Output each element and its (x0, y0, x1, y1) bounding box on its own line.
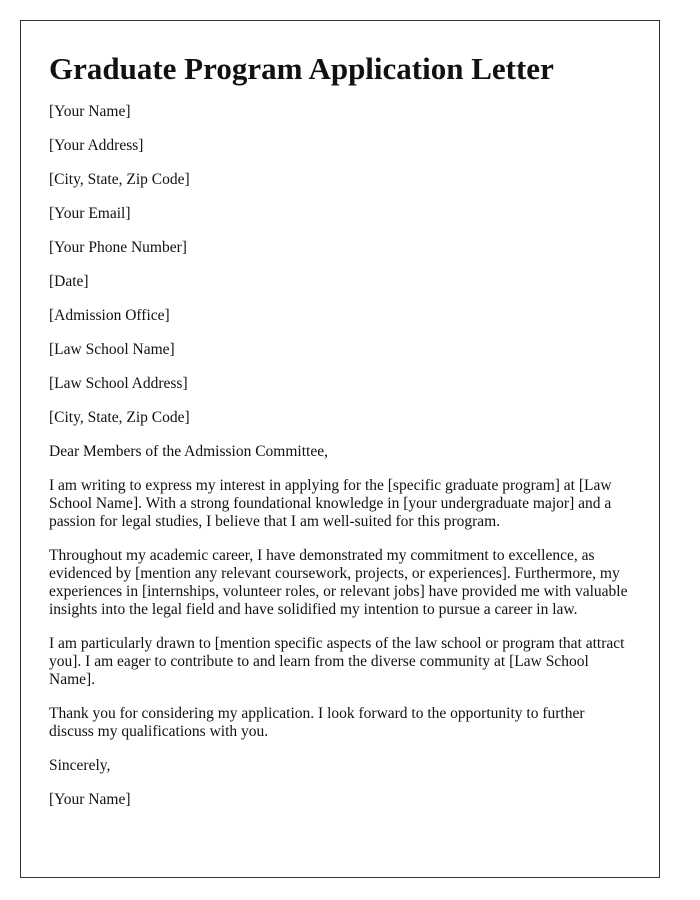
body-paragraph-thanks: Thank you for considering my application. I look forward to the opportunity to further discuss my qualifications with you. (49, 705, 585, 740)
signature: [Your Name] (49, 791, 131, 808)
sender-address: [Your Address] (49, 137, 144, 154)
body-paragraph-interest: I am particularly drawn to [mention specific aspects of the law school or program that attract you]. I am eager to contribute to and learn from the diverse community at [Law School Name]. (49, 635, 625, 688)
body-paragraph-experience: Throughout my academic career, I have demonstrated my commitment to excellence, as evidenced by [mention any relevant coursework, projects, or experiences]. Furthermore, my experiences in [internships, volunteer roles, or relevant jobs] have provided me with valuable insights into the legal field and have solidified my intention to pursue a career in law. (49, 547, 628, 618)
recipient-city-state-zip: [City, State, Zip Code] (49, 409, 190, 426)
recipient-school-name: [Law School Name] (49, 341, 175, 358)
sender-email: [Your Email] (49, 205, 131, 222)
body-paragraph-intro: I am writing to express my interest in applying for the [specific graduate program] at [Law School Name]. With a strong foundational knowledge in [your undergraduate major] and a passion for legal studies, I believe that I am well-suited for this program. (49, 477, 612, 530)
sender-name: [Your Name] (49, 103, 131, 120)
letter-container (20, 20, 660, 878)
sender-phone: [Your Phone Number] (49, 239, 187, 256)
recipient-school-address: [Law School Address] (49, 375, 188, 392)
letter-title: Graduate Program Application Letter (49, 51, 554, 86)
salutation: Dear Members of the Admission Committee, (49, 443, 328, 460)
sender-city-state-zip: [City, State, Zip Code] (49, 171, 190, 188)
letter-date: [Date] (49, 273, 89, 290)
closing: Sincerely, (49, 757, 111, 774)
recipient-office: [Admission Office] (49, 307, 170, 324)
